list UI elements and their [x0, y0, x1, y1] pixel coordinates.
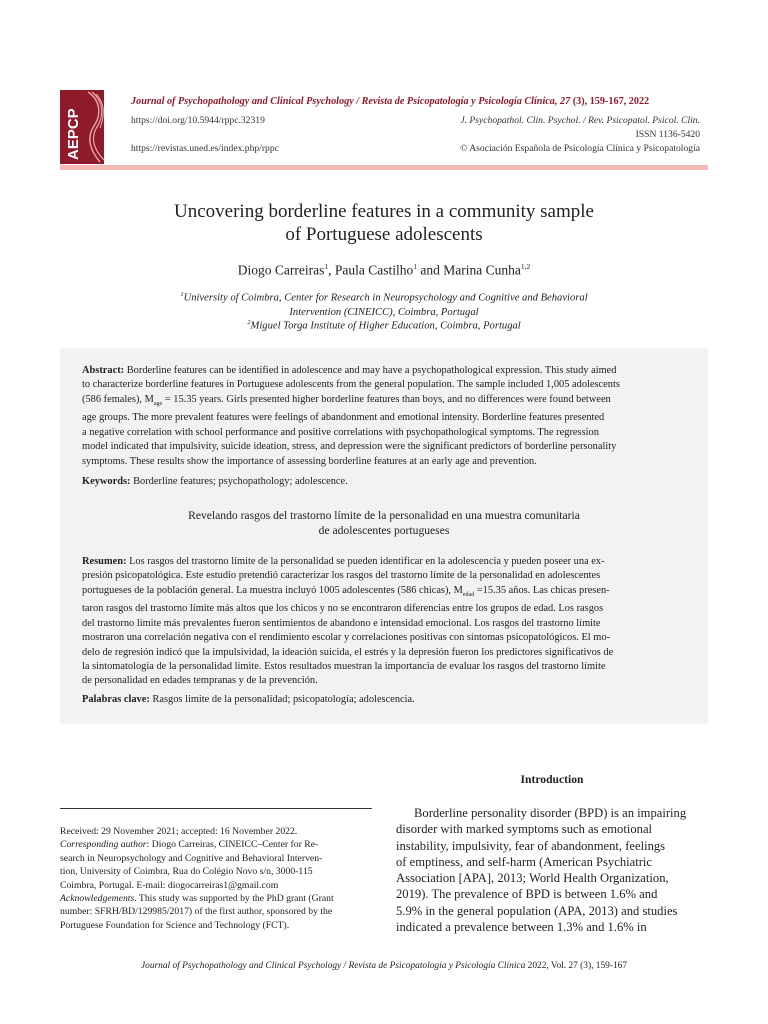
keywords-english: Keywords: Borderline features; psychopathology; adolescence.	[82, 476, 348, 487]
introduction-heading: Introduction	[520, 773, 584, 786]
copyright-notice: © Asociación Española de Psicología Clínica y Psicopatología	[460, 143, 700, 154]
received-date: Received: 29 November 2021; accepted: 16 November 2022.	[60, 826, 298, 837]
affiliation-1: $^1$University of Coimbra, Center for Research in Neuropsychology and Cognitive and Behavioral Intervention (CINEICC), Coimbra, Portugal	[180, 291, 588, 318]
header-divider	[60, 165, 708, 170]
doi-link[interactable]: https://doi.org/10.5944/rppc.32319	[131, 115, 265, 126]
introduction-text: Borderline personality disorder (BPD) is an impairing disorder with marked symptoms such as emotional instability, impulsivity, fear of abandonment, feelings of emptiness, and self-harm (American Psychiatric Association [APA], 2013; World Health Organization, 2019). The prevalence of BPD is between 1.6% and 5.9% in the general population (APA, 2013) and studies indicated a prevalence between 1.3% and 1.6% in	[396, 806, 687, 935]
journal-abbreviation: J. Psychopathol. Clin. Psychol. / Rev. Psicopatol. Psicol. Clin.	[460, 115, 700, 126]
issn: ISSN 1136-5420	[635, 129, 700, 140]
journal-citation-line: Journal of Psychopathology and Clinical Psychology / Revista de Psicopatología y Psicología Clínica, 27 (3), 159-167, 2022	[131, 96, 650, 107]
article-title: Uncovering borderline features in a community sample of Portuguese adolescents	[174, 201, 594, 245]
author-list: Diogo Carreiras$^1$, Paula Castilho$^1$ and Marina Cunha$^{1,2}$	[237, 262, 531, 278]
abstract-spanish: Resumen: Los rasgos del trastorno límite de la personalidad se pueden identificar en la adolescencia y pueden poseer una ex- presión psicopatológica. Este estudio pretendió caracterizar los rasgos del trastorno límite de la personalidad en adolescentes portugueses de la población general. La muestra incluyó 1005 adolescentes (586 chicas), $M_{edad} =15.35$ años. Las chicas presen- taron rasgos del trastorno límite más altos que los chicos y no se encontraron diferencias entre los grupos de edad. Los rasgos del trastorno límite más prevalentes fueron sentimientos de abandono e intensidad emocional. Los rasgos del trastorno límite mostraron una correlación negativa con el rendimiento escolar y correlaciones positivas con síntomas psicopatológicos. El mo- delo de regresión indicó que la impulsividad, la ideación suicida, el estrés y la depresión fueron los predictores significativos de la sintomatología de la personalidad límite. Estos resultados muestran la importancia de evaluar los rasgos del trastorno límite de personalidad en edades tempranas y de la prevención.	[82, 556, 614, 687]
spanish-title: Revelando rasgos del trastorno límite de la personalidad en una muestra comunitaria de adolescentes portugueses	[188, 509, 580, 537]
footnote-divider	[60, 808, 372, 809]
page-footer: Journal of Psychopathology and Clinical Psychology / Revista de Psicopatología y Psicología Clínica 2022, Vol. 27 (3), 159-167	[140, 961, 628, 971]
journal-website-link[interactable]: https://revistas.uned.es/index.php/rppc	[131, 143, 279, 154]
journal-logo	[60, 90, 104, 164]
logo-text: AEPCP	[65, 108, 82, 160]
footnotes: Received: 29 November 2021; accepted: 16 November 2022. Corresponding author: Diogo Carreiras, CINEICC–Center for Re- search in Neuropsychology and Cognitive and Behavioral Interven- tion, University of Coimbra, Rua do Colégio Novo s/n, 3000-115 Coimbra, Portugal. E-mail: diogocarreiras1@gmail.com Acknowledgements. This study was supported by the PhD grant (Grant number: SFRH/BD/129985/2017) of the first author, sponsored by the Portuguese Foundation for Science and Technology (FCT).	[60, 825, 372, 932]
abstract-english: Abstract: Borderline features can be identified in adolescence and may have a psychopathological expression. This study aimed to characterize borderline features in Portuguese adolescents from the general population. The sample included 1,005 adolescents (586 females), $M_{age} = 15.35$ years. Girls presented higher borderline features than boys, and no differences were found between age groups. The more prevalent features were feelings of abandonment and emotional intensity. Borderline features presented a negative correlation with school performance and positive correlations with psychopathological symptoms. The regression model indicated that impulsivity, suicide ideation, stress, and depression were the significant predictors of borderline personality symptoms. These results show the importance of assessing borderline features at an early age and prevention.	[82, 365, 620, 467]
affiliation-2: $^2$Miguel Torga Institute of Higher Education, Coimbra, Portugal	[247, 319, 521, 332]
keywords-spanish: Palabras clave: Rasgos limite de la personalidad; psicopatología; adolescencia.	[82, 694, 415, 705]
